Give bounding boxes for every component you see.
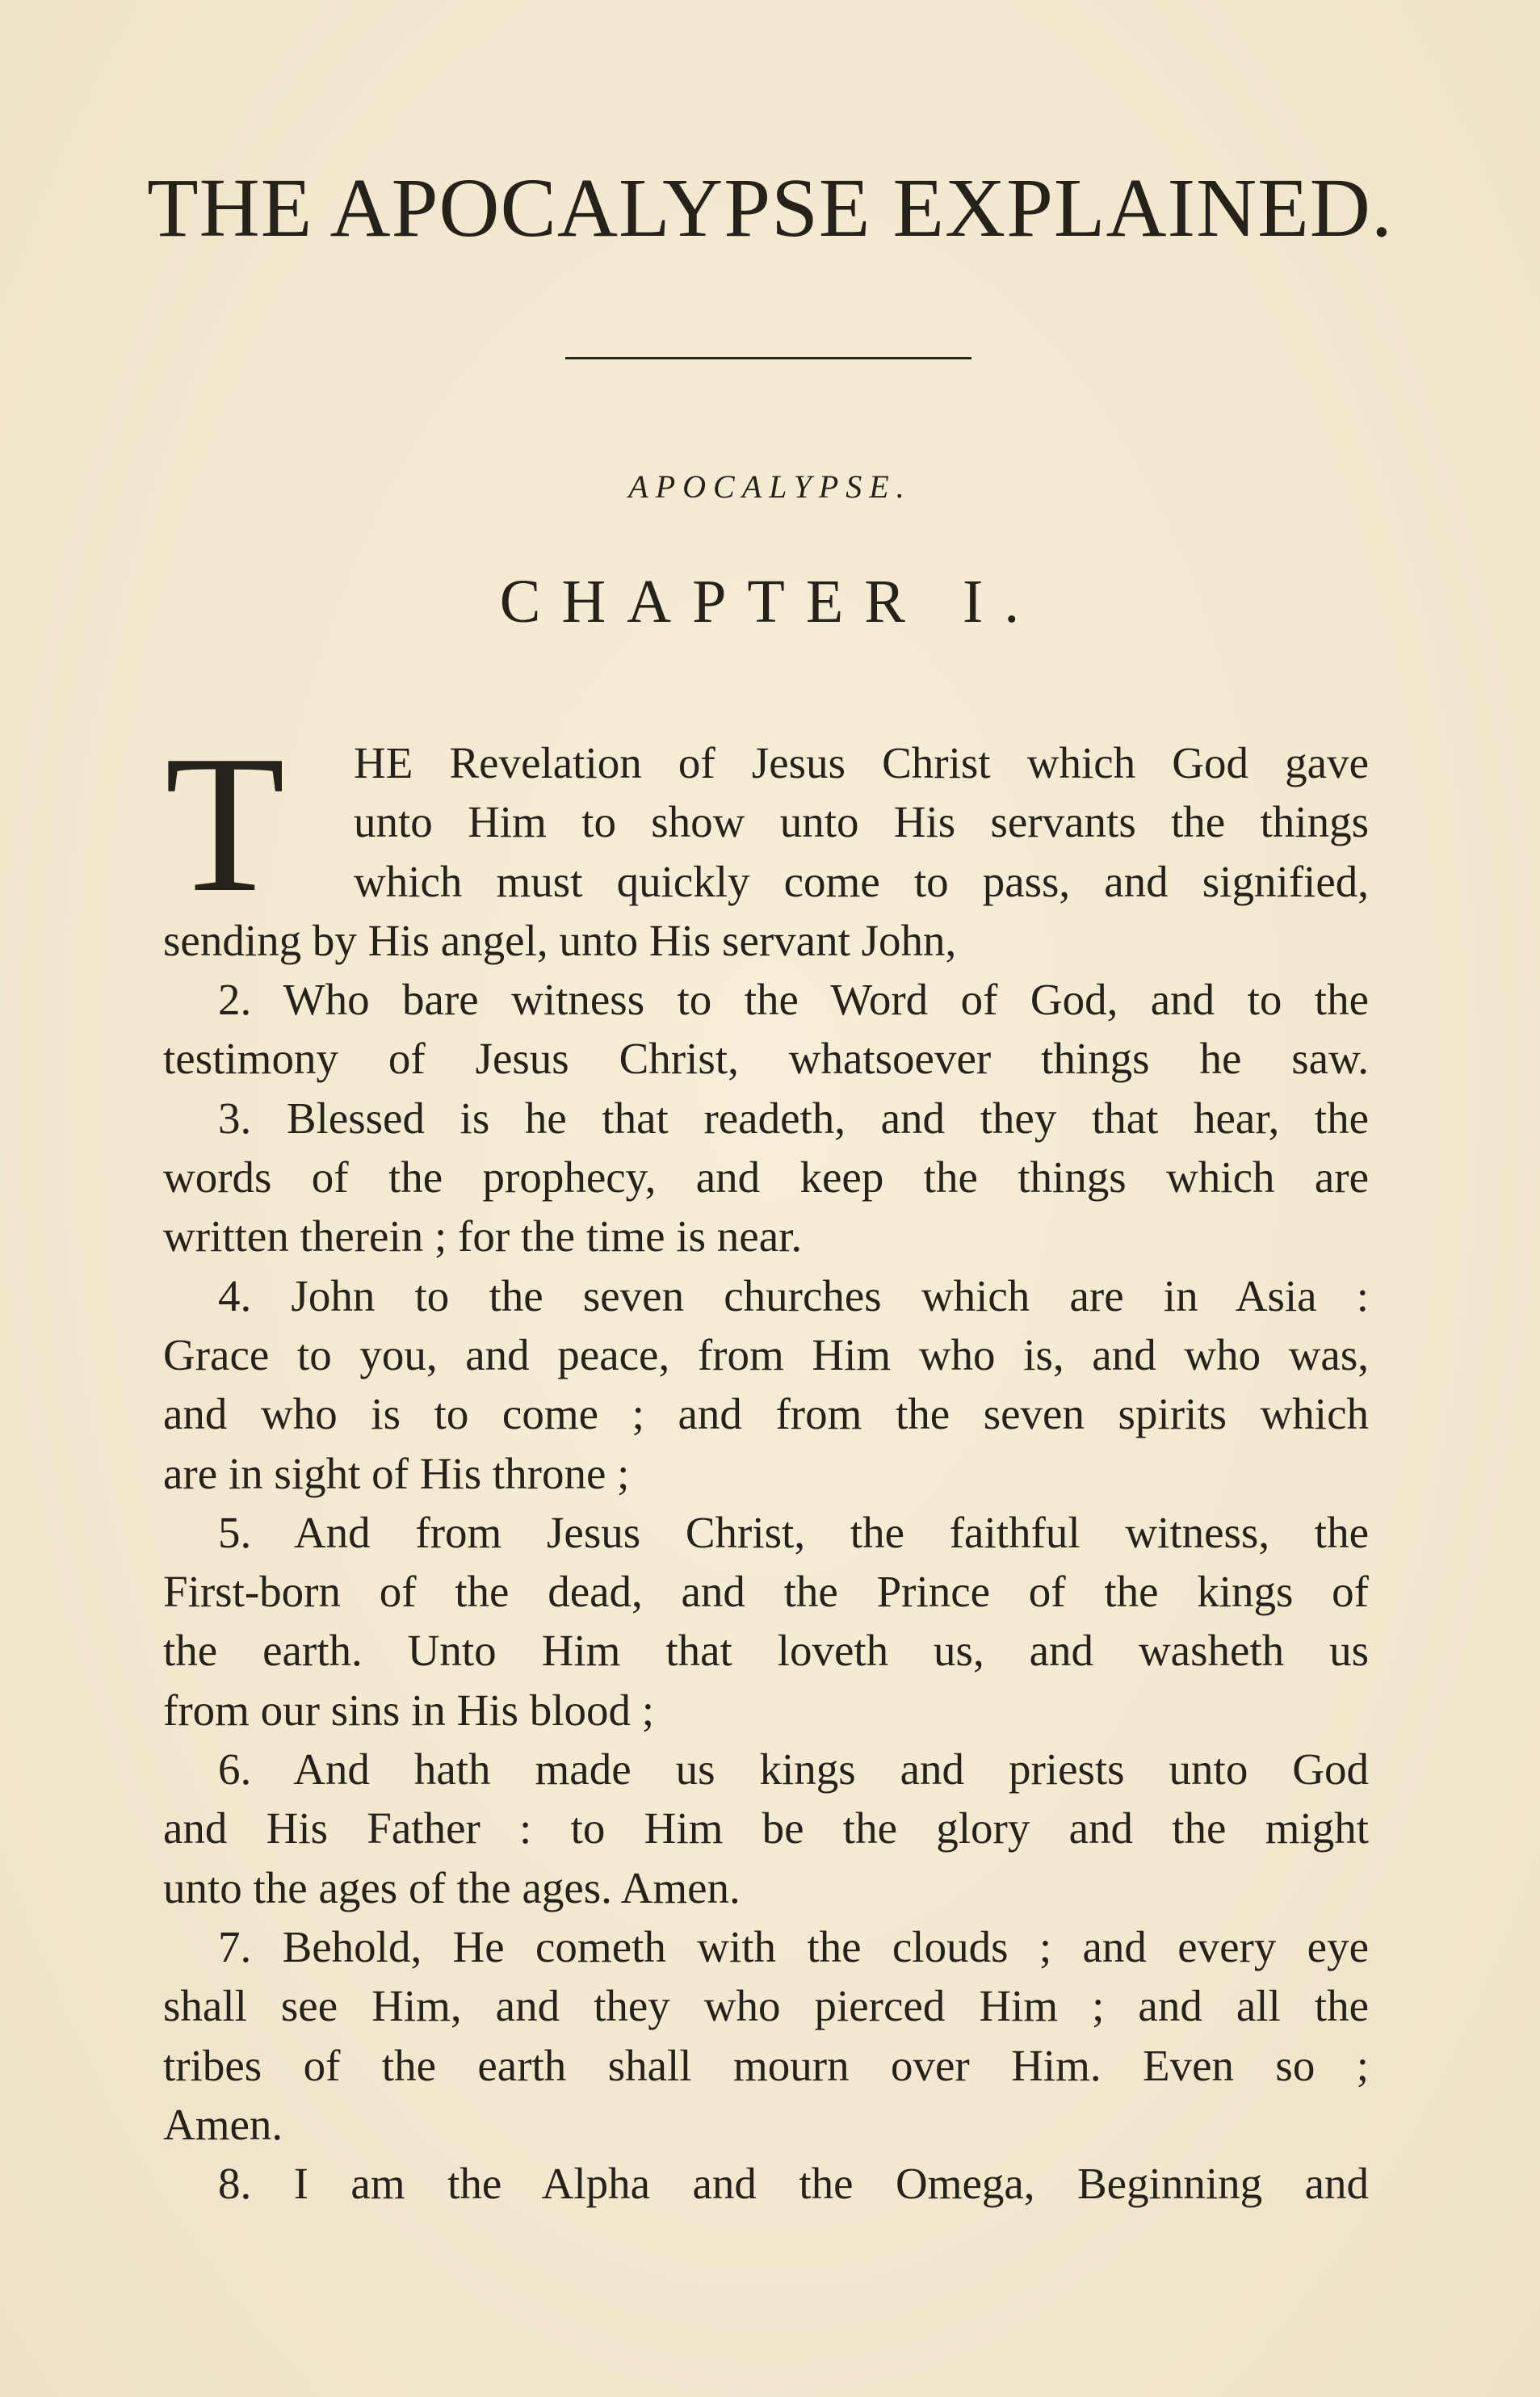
verse-start-line: 5. And from Jesus Christ, the faithful witness, the <box>218 1507 1369 1557</box>
chapter-text <box>163 715 1369 2213</box>
text-line: testimony of Jesus Christ, whatsoever things he saw. <box>163 1034 1369 1084</box>
text-line: the earth. Unto Him that loveth us, and washeth us <box>163 1626 1369 1676</box>
text-line: sending by His angel, unto His servant John, <box>163 915 957 965</box>
text-line: Amen. <box>163 2099 283 2149</box>
text-line: and who is to come ; and from the seven spirits which <box>163 1389 1369 1439</box>
verse-start-line: 8. I am the Alpha and the Omega, Beginning and <box>218 2159 1369 2209</box>
text-line: unto the ages of the ages. Amen. <box>163 1862 741 1912</box>
drop-cap-letter: T <box>165 715 286 933</box>
text-line: and His Father : to Him be the glory and the might <box>163 1803 1369 1853</box>
book-name-heading: APOCALYPSE. <box>628 468 912 505</box>
verse-start-line: 2. Who bare witness to the Word of God, and to the <box>218 975 1369 1025</box>
verse-start-line: 4. John to the seven churches which are in Asia : <box>218 1270 1369 1320</box>
text-line: are in sight of His throne ; <box>163 1448 630 1498</box>
chapter-heading: CHAPTER I. <box>499 568 1041 636</box>
text-line: words of the prophecy, and keep the things which are <box>163 1152 1369 1203</box>
verse-start-line: 3. Blessed is he that readeth, and they that hear, the <box>218 1093 1369 1143</box>
text-line: which must quickly come to pass, and signified, <box>354 856 1369 906</box>
text-line: tribes of the earth shall mourn over Him. Even so ; <box>163 2040 1369 2090</box>
text-line: Grace to you, and peace, from Him who is, and who was, <box>163 1329 1369 1379</box>
verse-start-line: 7. Behold, He cometh with the clouds ; and every eye <box>218 1921 1369 1971</box>
book-title: THE APOCALYPSE EXPLAINED. <box>147 162 1393 254</box>
title-divider-rule <box>565 357 971 359</box>
text-line: written therein ; for the time is near. <box>163 1211 803 1261</box>
text-line: from our sins in His blood ; <box>163 1685 655 1735</box>
text-line: shall see Him, and they who pierced Him ; and all the <box>163 1981 1369 2031</box>
text-line: First-born of the dead, and the Prince of the kings of <box>163 1567 1369 1617</box>
text-line: unto Him to show unto His servants the things <box>354 797 1369 847</box>
verse-start-line: 6. And hath made us kings and priests unto God <box>218 1744 1369 1795</box>
text-line: HE Revelation of Jesus Christ which God gave <box>354 738 1369 787</box>
